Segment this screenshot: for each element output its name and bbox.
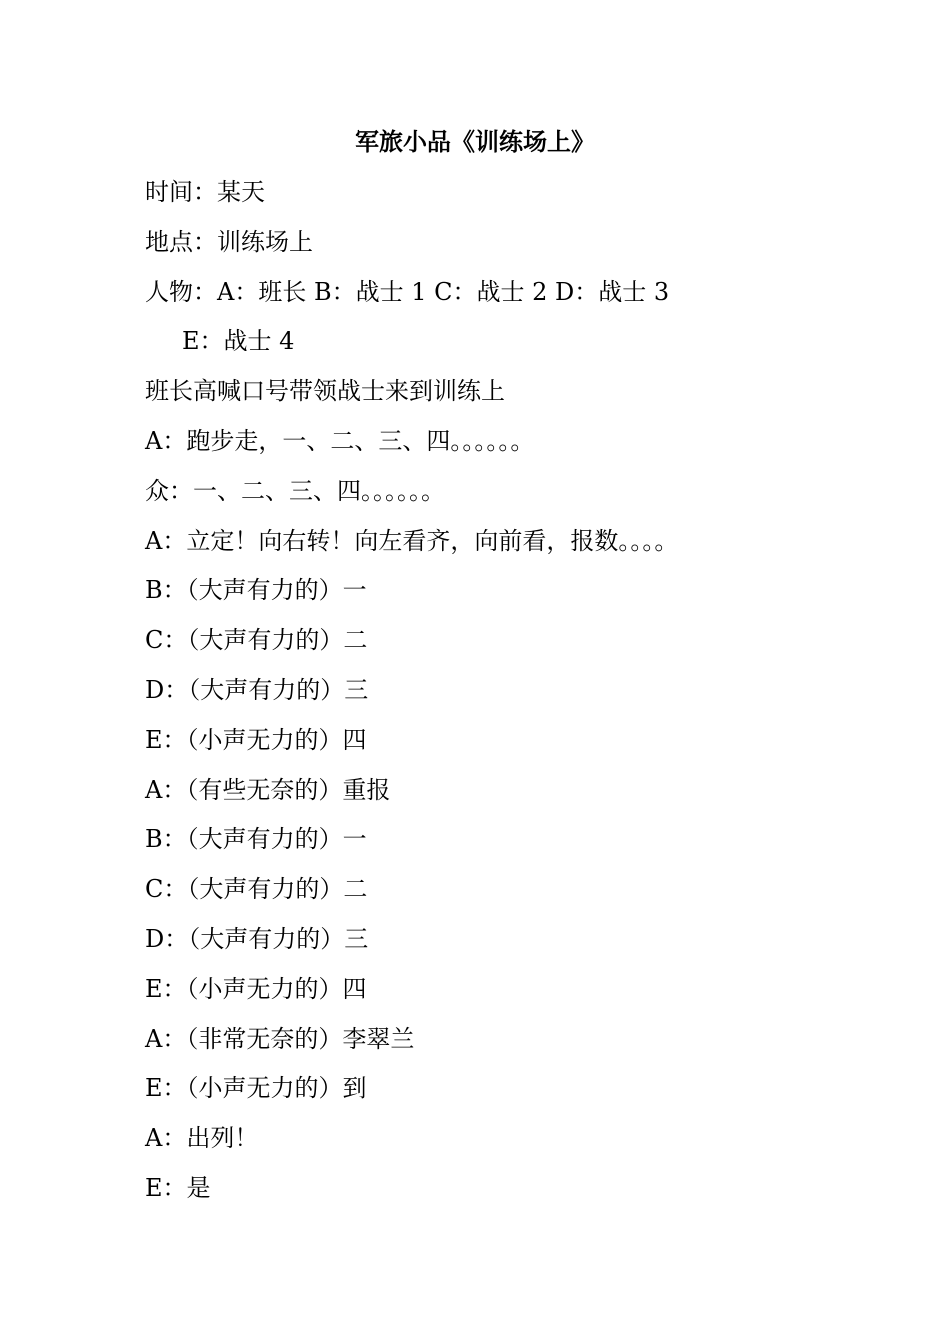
script-line: A：（非常无奈的）李翠兰	[145, 1024, 415, 1053]
script-line: 众：一、二、三、四。。。。。。	[145, 476, 445, 505]
script-line: D：（大声有力的）三	[145, 924, 369, 953]
script-line: C：（大声有力的）二	[145, 875, 368, 904]
script-line: A：（有些无奈的）重报	[145, 775, 391, 804]
script-line: E：是	[145, 1173, 211, 1202]
script-line: E：（小声无力的）四	[145, 974, 367, 1003]
script-line: 人物：A：班长 B：战士 1 C：战士 2 D：战士 3	[145, 277, 670, 306]
script-line: 班长高喊口号带领战士来到训练上	[145, 377, 505, 406]
script-line: A：跑步走，一、二、三、四。。。。。。	[145, 426, 535, 455]
script-line: B：（大声有力的）一	[145, 825, 367, 854]
script-line: E：战士 4	[182, 327, 295, 356]
page-title: 军旅小品《训练场上》	[355, 127, 595, 156]
script-line: A：出列！	[145, 1124, 259, 1153]
script-line: E：（小声无力的）四	[145, 725, 367, 754]
script-body	[145, 168, 865, 1214]
script-line: A：立定！向右转！向左看齐，向前看，报数。。。。	[145, 526, 679, 555]
script-line: 地点：训练场上	[145, 227, 313, 256]
script-line: E：（小声无力的）到	[145, 1074, 367, 1103]
script-line: C：（大声有力的）二	[145, 626, 368, 655]
script-line: B：（大声有力的）一	[145, 576, 367, 605]
script-line: D：（大声有力的）三	[145, 675, 369, 704]
script-line: 时间：某天	[145, 178, 265, 206]
